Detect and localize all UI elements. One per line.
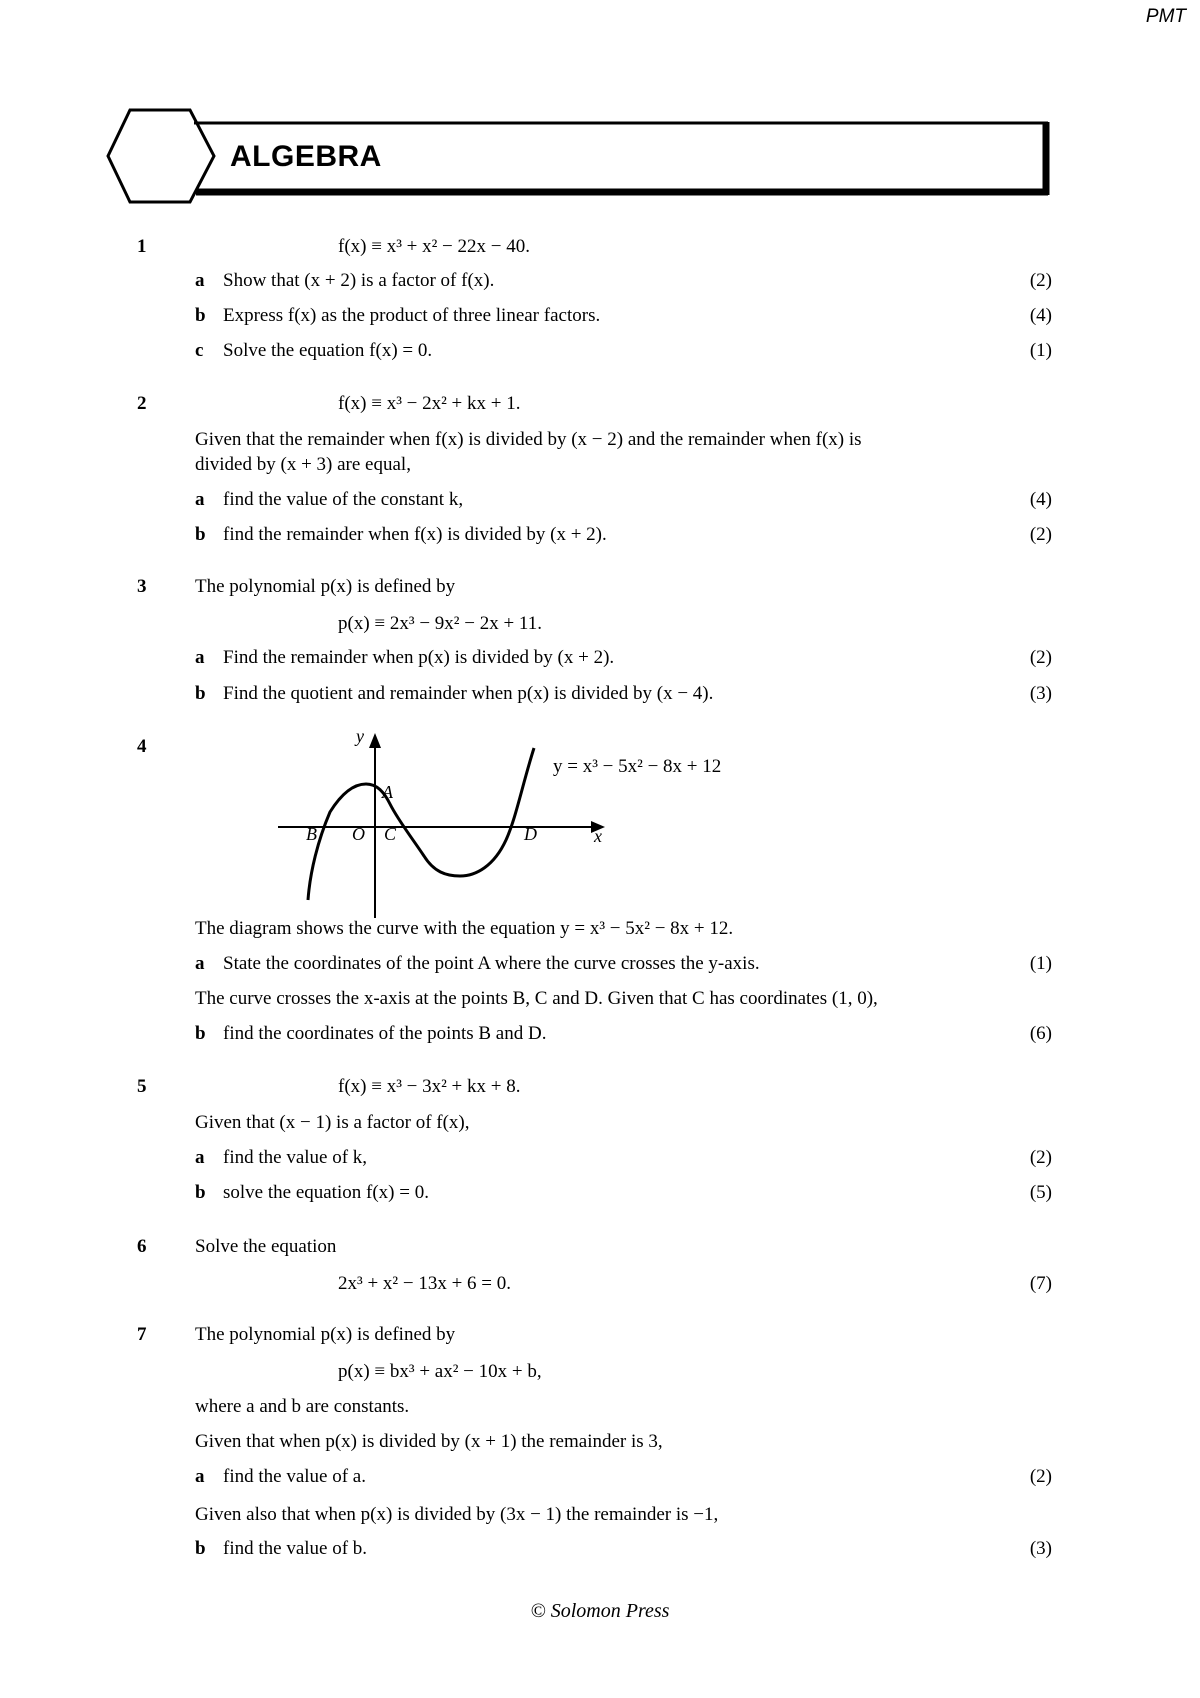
question-text: Given that when p(x) is divided by (x + 1) the remainder is 3, [195, 1431, 663, 1452]
x-axis-label: x [594, 826, 602, 846]
question-number: 5 [137, 1076, 147, 1097]
part-label: b [195, 524, 206, 545]
question-number: 3 [137, 576, 147, 597]
part-label: c [195, 340, 204, 361]
part-text: find the value of k, [223, 1147, 368, 1168]
origin-label: O [352, 824, 365, 844]
corner-label: PMT [1145, 6, 1186, 27]
marks: (2) [1029, 1466, 1052, 1487]
part-text: find the value of b. [223, 1538, 368, 1559]
question-text: The polynomial p(x) is defined by [195, 1324, 456, 1345]
point-b-label: B [306, 824, 317, 844]
part-text: State the coordinates of the point A where the curve crosses the y-axis. [223, 953, 760, 974]
point-a-label: A [382, 782, 393, 802]
curve-label: y = x³ − 5x² − 8x + 12 [553, 756, 722, 777]
marks: (2) [1029, 1147, 1052, 1168]
part-text: find the value of a. [223, 1466, 366, 1487]
curve [308, 748, 534, 900]
part-text: find the remainder when f(x) is divided by (x + 2). [223, 524, 607, 545]
marks: (4) [1029, 489, 1052, 510]
marks: (3) [1029, 683, 1052, 704]
equation: f(x) ≡ x³ − 2x² + kx + 1. [338, 393, 521, 414]
part-text: Solve the equation f(x) = 0. [223, 340, 433, 361]
part-text: Express f(x) as the product of three linear factors. [223, 305, 601, 326]
marks: (1) [1029, 340, 1052, 361]
question-number: 1 [137, 236, 147, 257]
question-text: The diagram shows the curve with the equation y = x³ − 5x² − 8x + 12. [195, 918, 734, 939]
y-axis-arrow-icon [369, 733, 381, 748]
question-text: where a and b are constants. [195, 1396, 410, 1417]
part-text: find the value of the constant k, [223, 489, 464, 510]
marks: (3) [1029, 1538, 1052, 1559]
part-label: b [195, 1538, 206, 1559]
part-label: a [195, 1147, 205, 1168]
marks: (6) [1029, 1023, 1052, 1044]
part-text: solve the equation f(x) = 0. [223, 1182, 429, 1203]
question-number: 2 [137, 393, 147, 414]
marks: (5) [1029, 1182, 1052, 1203]
part-label: a [195, 647, 205, 668]
question-text: Given also that when p(x) is divided by (3x − 1) the remainder is −1, [195, 1504, 719, 1525]
equation: p(x) ≡ 2x³ − 9x² − 2x + 11. [338, 613, 542, 634]
part-label: b [195, 1023, 206, 1044]
part-label: b [195, 1182, 206, 1203]
part-label: a [195, 1466, 205, 1487]
question-text: The polynomial p(x) is defined by [195, 576, 456, 597]
cubic-graph [270, 726, 722, 920]
question-text: Given that the remainder when f(x) is divided by (x − 2) and the remainder when f(x) is [195, 429, 862, 450]
question-number: 7 [137, 1324, 147, 1345]
part-text: find the coordinates of the points B and D. [223, 1023, 547, 1044]
part-text: Show that (x + 2) is a factor of f(x). [223, 270, 495, 291]
equation: p(x) ≡ bx³ + ax² − 10x + b, [338, 1361, 542, 1382]
part-label: a [195, 953, 205, 974]
marks: (7) [1029, 1273, 1052, 1294]
equation: f(x) ≡ x³ − 3x² + kx + 8. [338, 1076, 521, 1097]
marks: (2) [1029, 270, 1052, 291]
question-number: 6 [137, 1236, 147, 1257]
part-label: a [195, 489, 205, 510]
point-d-label: D [524, 824, 537, 844]
y-axis-label: y [356, 726, 364, 746]
page-title: ALGEBRA [230, 140, 382, 173]
question-text: divided by (x + 3) are equal, [195, 454, 411, 475]
part-label: b [195, 305, 206, 326]
marks: (1) [1029, 953, 1052, 974]
point-c-label: C [384, 824, 397, 844]
marks: (2) [1029, 647, 1052, 668]
marks: (4) [1029, 305, 1052, 326]
question-text: Solve the equation [195, 1236, 337, 1257]
footer-copyright: © Solomon Press [530, 1600, 670, 1622]
equation: f(x) ≡ x³ + x² − 22x − 40. [338, 236, 530, 257]
equation: 2x³ + x² − 13x + 6 = 0. [338, 1273, 512, 1294]
part-label: a [195, 270, 205, 291]
part-label: b [195, 683, 206, 704]
part-text: Find the remainder when p(x) is divided by (x + 2). [223, 647, 615, 668]
question-number: 4 [137, 736, 147, 757]
question-text: The curve crosses the x-axis at the points B, C and D. Given that C has coordinates (1, 0), [195, 988, 878, 1009]
part-text: Find the quotient and remainder when p(x) is divided by (x − 4). [223, 683, 714, 704]
marks: (2) [1029, 524, 1052, 545]
question-text: Given that (x − 1) is a factor of f(x), [195, 1112, 470, 1133]
